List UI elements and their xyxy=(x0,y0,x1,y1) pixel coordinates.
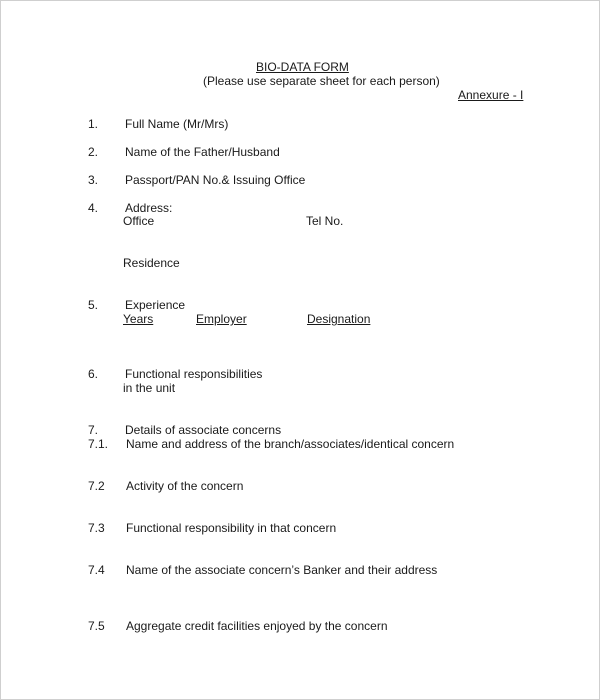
designation-column: Designation xyxy=(307,312,371,326)
item-7-5-number: 7.5 xyxy=(88,619,105,633)
item-7-label: Details of associate concerns xyxy=(125,423,282,437)
tel-label: Tel No. xyxy=(306,214,344,228)
annexure-label: Annexure - I xyxy=(458,88,524,102)
item-1-number: 1. xyxy=(88,117,99,131)
item-3-number: 3. xyxy=(88,173,99,187)
item-5-label: Experience xyxy=(125,298,186,312)
residence-label: Residence xyxy=(123,256,180,270)
item-4-number: 4. xyxy=(88,201,99,215)
item-7-5-label: Aggregate credit facilities enjoyed by the concern xyxy=(126,619,388,633)
item-7-4-label: Name of the associate concern’s Banker and their address xyxy=(126,563,438,577)
item-1-label: Full Name (Mr/Mrs) xyxy=(125,117,229,131)
item-2-label: Name of the Father/Husband xyxy=(125,145,280,159)
item-7-3-number: 7.3 xyxy=(88,521,105,535)
item-7-3-label: Functional responsibility in that concern xyxy=(126,521,337,535)
item-7-1-number: 7.1. xyxy=(88,437,109,451)
item-7-4-number: 7.4 xyxy=(88,563,105,577)
item-6-number: 6. xyxy=(88,367,99,381)
item-7-2-label: Activity of the concern xyxy=(126,479,244,493)
years-column: Years xyxy=(123,312,154,326)
item-6-label-line1: Functional responsibilities xyxy=(125,367,263,381)
form-subtitle: (Please use separate sheet for each person) xyxy=(203,74,440,88)
employer-column: Employer xyxy=(196,312,247,326)
item-2-number: 2. xyxy=(88,145,99,159)
item-4-label: Address: xyxy=(125,201,173,215)
item-7-2-number: 7.2 xyxy=(88,479,105,493)
office-label: Office xyxy=(123,214,155,228)
item-5-number: 5. xyxy=(88,298,99,312)
item-7-number: 7. xyxy=(88,423,99,437)
item-7-1-label: Name and address of the branch/associates/identical concern xyxy=(126,437,455,451)
item-6-label-line2: in the unit xyxy=(123,381,176,395)
item-3-label: Passport/PAN No.& Issuing Office xyxy=(125,173,306,187)
form-title: BIO-DATA FORM xyxy=(256,60,349,74)
